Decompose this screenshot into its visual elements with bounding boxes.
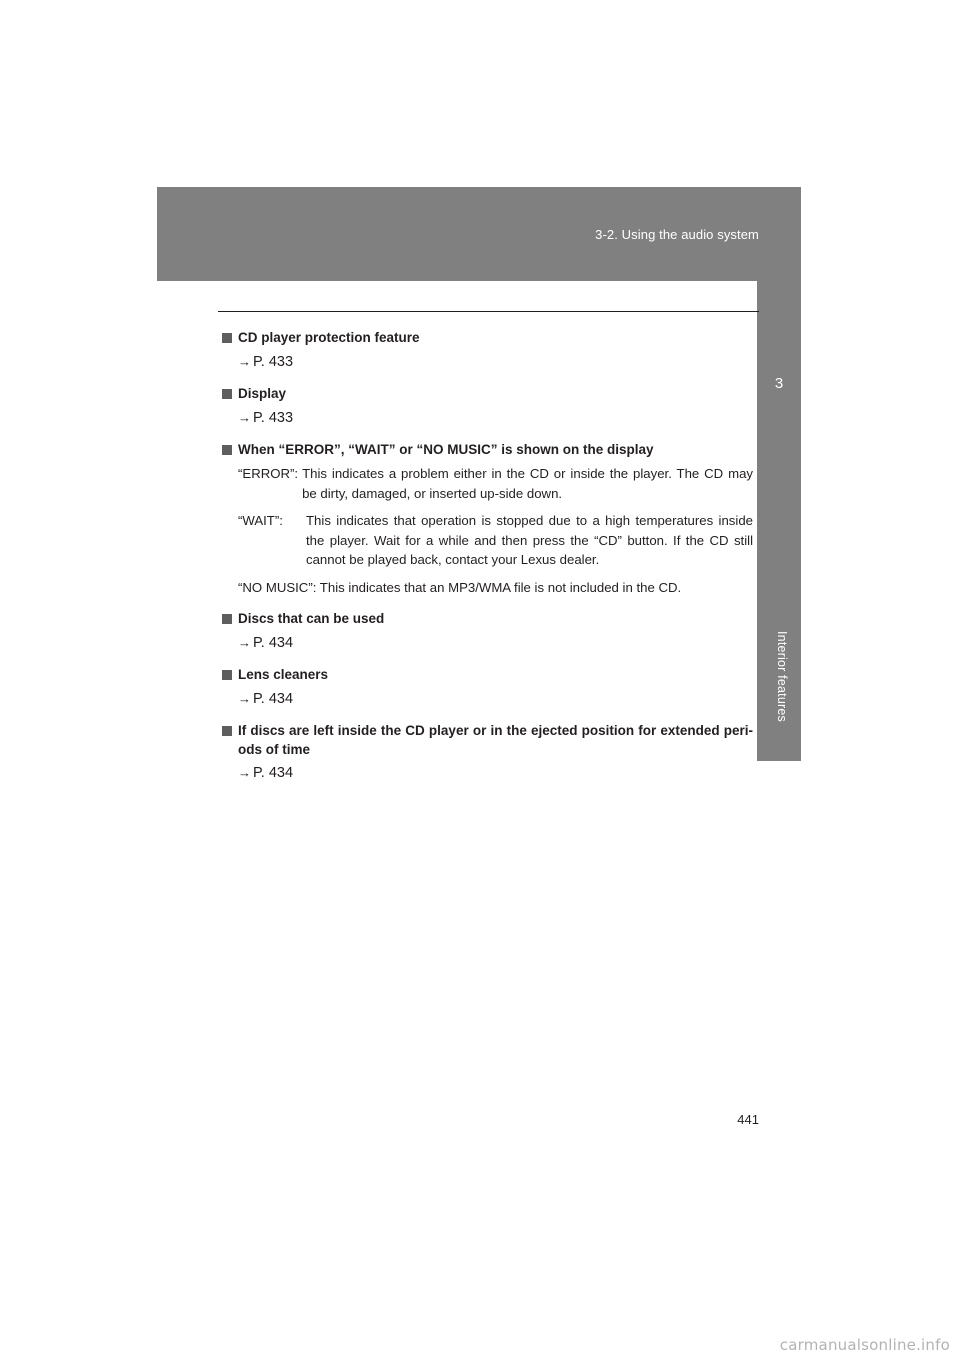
arrow-right-icon: → xyxy=(238,691,251,706)
square-bullet-icon xyxy=(222,333,232,343)
topic-display xyxy=(222,384,753,428)
arrow-right-icon: → xyxy=(238,635,251,650)
page-reference[interactable]: → P. 433 xyxy=(238,354,294,370)
page-reference[interactable]: → P. 434 xyxy=(238,691,294,707)
definition-description: This indicates that operation is stopped due to a high temperatures inside the player. Wait for a while and then press the “CD” button. If the CD still cannot be played back, contact your Lexus dealer. xyxy=(306,513,753,567)
definition-wait xyxy=(238,511,753,570)
topic-heading: If discs are left inside the CD player or in the ejected position for extended peri-ods of time xyxy=(238,723,753,757)
topic-heading: Lens cleaners xyxy=(238,667,329,682)
definition-no-music: “NO MUSIC”: This indicates that an MP3/WMA file is not included in the CD. xyxy=(238,579,682,595)
topic-error-messages xyxy=(222,440,753,597)
page-content xyxy=(222,328,753,795)
chapter-side-tab[interactable] xyxy=(757,281,801,761)
arrow-right-icon: → xyxy=(238,765,251,780)
square-bullet-icon xyxy=(222,726,232,736)
page-reference[interactable]: → P. 434 xyxy=(238,765,294,781)
arrow-right-icon: → xyxy=(238,354,251,369)
definition-term: “WAIT”: xyxy=(238,513,283,528)
watermark-text: carmanualsonline.info xyxy=(779,1336,950,1354)
page-number: 441 xyxy=(737,1112,759,1127)
topic-heading: Display xyxy=(238,386,287,401)
definition-error xyxy=(238,464,753,503)
topic-heading: Discs that can be used xyxy=(238,611,385,626)
definition-description: This indicates a problem either in the CD or inside the player. The CD may be dirty, damaged, or inserted up-side down. xyxy=(302,466,753,501)
topic-lens-cleaners xyxy=(222,665,753,709)
square-bullet-icon xyxy=(222,670,232,680)
header-rule xyxy=(218,311,759,312)
chapter-name: Interior features xyxy=(775,631,789,722)
section-header-band xyxy=(157,187,801,281)
chapter-number: 3 xyxy=(774,375,784,392)
topic-heading: CD player protection feature xyxy=(238,330,420,345)
square-bullet-icon xyxy=(222,614,232,624)
square-bullet-icon xyxy=(222,445,232,455)
section-title: 3-2. Using the audio system xyxy=(595,227,759,242)
topic-discs-left-inside xyxy=(222,721,753,783)
definition-term: “ERROR”: xyxy=(238,466,299,481)
topic-heading: When “ERROR”, “WAIT” or “NO MUSIC” is shown on the display xyxy=(238,442,654,457)
page-reference[interactable]: → P. 433 xyxy=(238,410,294,426)
square-bullet-icon xyxy=(222,389,232,399)
message-definitions xyxy=(238,464,753,597)
topic-usable-discs xyxy=(222,609,753,653)
page-reference[interactable]: → P. 434 xyxy=(238,635,294,651)
arrow-right-icon: → xyxy=(238,410,251,425)
topic-cd-protection xyxy=(222,328,753,372)
